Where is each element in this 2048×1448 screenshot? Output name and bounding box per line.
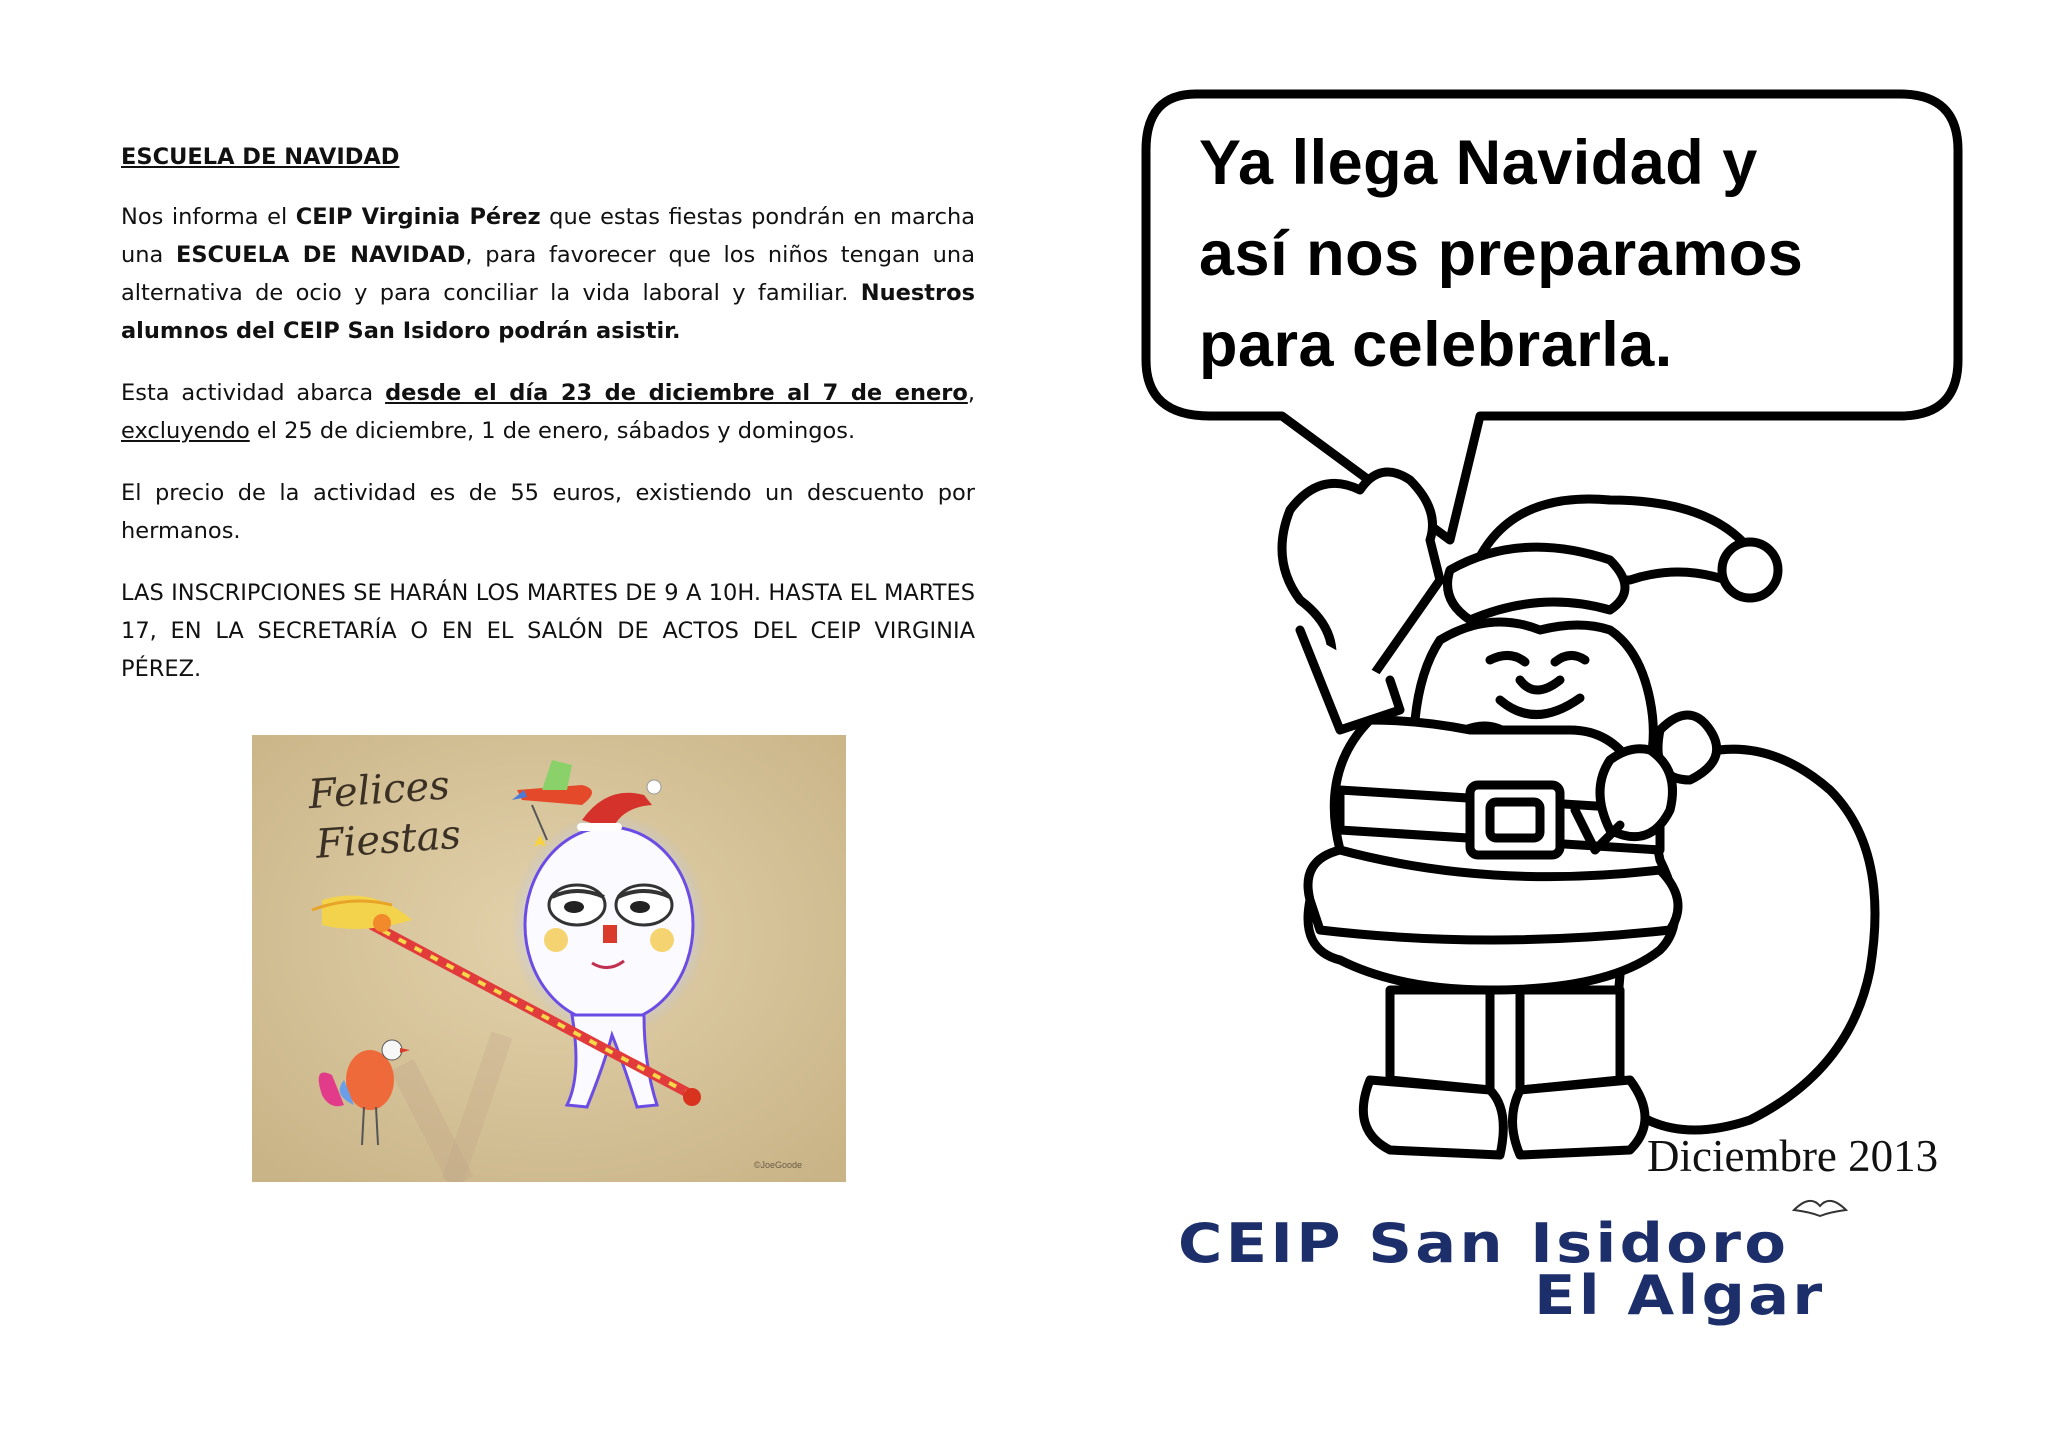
ornament-icon	[1790, 1190, 1850, 1220]
text: Nos informa el	[121, 204, 296, 230]
text: Esta actividad abarca	[121, 380, 386, 406]
bubble-line-3: para celebrarla.	[1199, 310, 1673, 380]
excluding-word: excluyendo	[121, 418, 250, 444]
text: el 25 de diciembre, 1 de enero, sábados y domingos.	[249, 418, 856, 444]
program-name: ESCUELA DE NAVIDAD	[175, 242, 466, 268]
date-range: desde el día 23 de diciembre al 7 de enero	[385, 380, 968, 406]
school-virginia: CEIP Virginia Pérez	[295, 204, 541, 230]
card-line1: Felices	[306, 762, 452, 819]
text: , para favorecer que los niños tengan una alternativa de ocio y para conciliar la vida laboral y familiar.	[121, 242, 975, 306]
school-name	[1178, 1212, 1984, 1327]
paragraph-registration: LAS INSCRIPCIONES SE HARÁN LOS MARTES DE 9 A 10H. HASTA EL MARTES 17, EN LA SECRETARÍA O EN EL SALÓN DE ACTOS DEL CEIP VIRGINIA PÉREZ.	[121, 580, 975, 682]
text: que estas fiestas pondrán en marcha una	[121, 204, 976, 268]
card-credit: ©JoeGoode	[753, 1160, 802, 1170]
bubble-line-1: Ya llega Navidad y	[1199, 128, 1758, 198]
page-title: ESCUELA DE NAVIDAD	[121, 144, 400, 170]
santa-claus-drawing	[1190, 430, 1890, 1210]
paragraph-price: El precio de la actividad es de 55 euros, existiendo un descuento por hermanos.	[121, 480, 975, 544]
text: ,	[967, 380, 975, 406]
bubble-message	[1199, 118, 1939, 391]
bubble-line-2: así nos preparamos	[1199, 219, 1804, 289]
date-label: Diciembre 2013	[1647, 1131, 1939, 1181]
school-name-line1: CEIP San Isidoro	[1178, 1212, 1790, 1275]
school-name-line2: El Algar	[1534, 1264, 1826, 1327]
card-greeting	[307, 760, 463, 870]
students-note: Nuestros alumnos del CEIP San Isidoro podrán asistir.	[121, 280, 975, 344]
felices-fiestas-illustration	[252, 735, 846, 1182]
card-line2: Fiestas	[314, 811, 463, 868]
